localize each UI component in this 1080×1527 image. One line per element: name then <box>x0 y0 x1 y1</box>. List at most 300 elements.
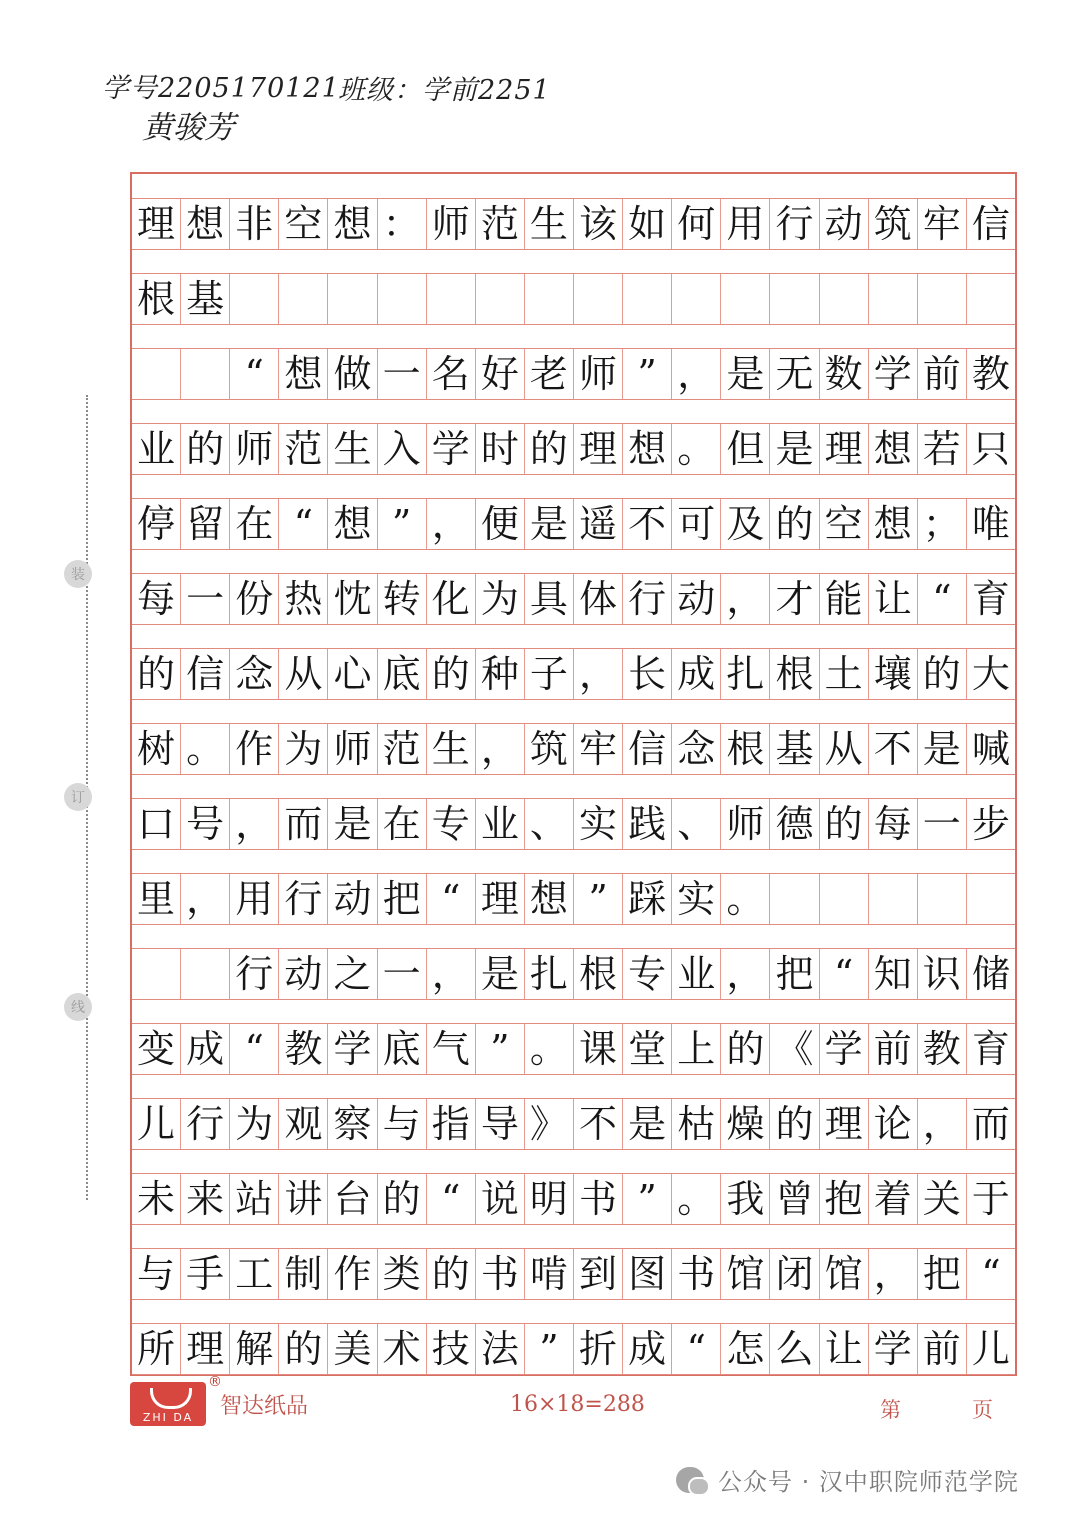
grid-row <box>132 873 1015 925</box>
grid-row <box>132 948 1015 1000</box>
grid-cell: 师 <box>574 349 623 399</box>
grid-cell: 识 <box>918 949 967 999</box>
grid-cell: 体 <box>574 574 623 624</box>
grid-cell: 好 <box>476 349 525 399</box>
grid-row <box>132 573 1015 625</box>
grid-cell: ” <box>476 1024 525 1074</box>
grid-cell: 儿 <box>132 1099 181 1149</box>
grid-cell: 行 <box>279 874 328 924</box>
grid-cell: 前 <box>869 1024 918 1074</box>
grid-cell: 育 <box>971 577 1010 621</box>
grid-cell: 课 <box>574 1024 623 1074</box>
grid-cell: 技 <box>427 1324 476 1374</box>
grid-cell: ， <box>181 874 230 924</box>
grid-cell: 扎 <box>721 649 770 699</box>
grid-cell: 美 <box>328 1324 377 1374</box>
grid-row <box>132 348 1015 400</box>
grid-cell: 生 <box>525 199 574 249</box>
grid-cell: 做 <box>328 349 377 399</box>
grid-cell: 不 <box>574 1099 623 1149</box>
grid-cell: 在 <box>230 499 279 549</box>
grid-cell: 空 <box>279 199 328 249</box>
grid-cell: 于 <box>971 1177 1010 1221</box>
grid-cell: 一 <box>918 799 967 849</box>
grid-cell: 号 <box>181 799 230 849</box>
grid-cell: 馆 <box>820 1249 869 1299</box>
grid-cell: 想 <box>181 199 230 249</box>
grid-cell: 么 <box>770 1324 819 1374</box>
grid-cell <box>869 874 918 924</box>
grid-cell: 。 <box>672 1174 721 1224</box>
grid-cell: 储 <box>971 952 1010 996</box>
grid-cell <box>574 274 623 324</box>
grid-cell: 的 <box>770 499 819 549</box>
grid-cell: 想 <box>328 499 377 549</box>
grid-cell: 学 <box>427 424 476 474</box>
grid-cell: “ <box>279 499 328 549</box>
grid-cell: 的 <box>427 1249 476 1299</box>
grid-cell: 为 <box>230 1099 279 1149</box>
grid-cell: 行 <box>623 574 672 624</box>
grid-cell: “ <box>981 1252 1001 1296</box>
grid-cell: 每 <box>132 574 181 624</box>
grid-cell: 台 <box>328 1174 377 1224</box>
grid-cell: 理 <box>574 424 623 474</box>
grid-cell: 是 <box>328 799 377 849</box>
grid-cell: ， <box>230 799 279 849</box>
grid-cell: 才 <box>770 574 819 624</box>
grid-cell: 术 <box>378 1324 427 1374</box>
grid-cell: 是 <box>525 499 574 549</box>
grid-cell: 所 <box>132 1324 181 1374</box>
grid-cell: 法 <box>476 1324 525 1374</box>
grid-cell: 教 <box>279 1024 328 1074</box>
grid-cell: 工 <box>230 1249 279 1299</box>
grid-cell: ， <box>721 949 770 999</box>
grid-cell: 念 <box>672 724 721 774</box>
grid-cell: 类 <box>378 1249 427 1299</box>
grid-cell: 生 <box>328 424 377 474</box>
grid-cell: 想 <box>525 874 574 924</box>
grid-cell: 。 <box>181 724 230 774</box>
grid-cell: 燥 <box>721 1099 770 1149</box>
grid-cell: 让 <box>820 1324 869 1374</box>
grid-cell: 的 <box>132 649 181 699</box>
grid-cell: 站 <box>230 1174 279 1224</box>
grid-cell: 、 <box>672 799 721 849</box>
grid-cell: 专 <box>623 949 672 999</box>
grid-cell <box>427 274 476 324</box>
student-id: 学号2205170121 <box>102 73 340 104</box>
grid-cell: 怎 <box>721 1324 770 1374</box>
grid-cell: 为 <box>279 724 328 774</box>
grid-cell: ， <box>672 349 721 399</box>
registered-mark: ® <box>208 1374 222 1390</box>
grid-cell: 儿 <box>971 1327 1010 1371</box>
grid-cell: 关 <box>918 1174 967 1224</box>
grid-cell: 师 <box>328 724 377 774</box>
grid-cell: 与 <box>378 1099 427 1149</box>
grid-cell: 用 <box>721 199 770 249</box>
grid-cell: 成 <box>672 649 721 699</box>
grid-cell: “ <box>820 949 869 999</box>
grid-cell: 把 <box>378 874 427 924</box>
grid-cell: 实 <box>574 799 623 849</box>
brand-logo-text: ZHI DA <box>142 1411 194 1424</box>
grid-cell <box>181 349 230 399</box>
grid-cell: ” <box>525 1324 574 1374</box>
grid-cell: 动 <box>820 199 869 249</box>
grid-cell: 抱 <box>820 1174 869 1224</box>
grid-cell: 把 <box>918 1249 967 1299</box>
grid-cell: 根 <box>721 724 770 774</box>
grid-cell: 如 <box>623 199 672 249</box>
grid-cell: ， <box>918 1099 967 1149</box>
grid-cell <box>279 274 328 324</box>
grid-cell: 教 <box>971 352 1010 396</box>
grid-cell: 大 <box>971 652 1010 696</box>
binding-mark: 线 <box>64 993 92 1021</box>
grid-cell: 理 <box>820 1099 869 1149</box>
grid-cell: 解 <box>230 1324 279 1374</box>
grid-cell: 信 <box>181 649 230 699</box>
grid-cell: 停 <box>132 499 181 549</box>
grid-cell: 动 <box>328 874 377 924</box>
grid-cell: 着 <box>869 1174 918 1224</box>
grid-cell: 书 <box>574 1174 623 1224</box>
grid-row <box>132 648 1015 700</box>
grid-cell: 想 <box>279 349 328 399</box>
grid-cell: 。 <box>672 424 721 474</box>
grid-cell: 枯 <box>672 1099 721 1149</box>
grid-cell: ， <box>721 574 770 624</box>
grid-cell: 非 <box>230 199 279 249</box>
grid-cell: 我 <box>721 1174 770 1224</box>
grid-row <box>132 498 1015 550</box>
grid-cell: 上 <box>672 1024 721 1074</box>
grid-cell: 筑 <box>525 724 574 774</box>
grid-row <box>132 198 1015 250</box>
grid-cell: 。 <box>721 874 770 924</box>
grid-cell <box>918 274 967 324</box>
grid-cell: 扎 <box>525 949 574 999</box>
grid-cell: 的 <box>820 799 869 849</box>
grid-cell: 》 <box>525 1099 574 1149</box>
grid-cell: 到 <box>574 1249 623 1299</box>
grid-cell: 可 <box>672 499 721 549</box>
grid-cell: 书 <box>672 1249 721 1299</box>
grid-cell: ： <box>378 199 427 249</box>
grid-row <box>132 1248 1015 1300</box>
grid-cell <box>820 874 869 924</box>
grid-row <box>132 798 1015 850</box>
grid-cell: 的 <box>378 1174 427 1224</box>
grid-cell: 念 <box>230 649 279 699</box>
grid-cell: 树 <box>132 724 181 774</box>
grid-cell: 时 <box>476 424 525 474</box>
grid-cell: ， <box>427 949 476 999</box>
grid-cell: 转 <box>378 574 427 624</box>
grid-cell: 根 <box>132 274 181 324</box>
grid-cell <box>525 274 574 324</box>
grid-cell: 理 <box>820 424 869 474</box>
grid-cell: 土 <box>820 649 869 699</box>
grid-spec: 16×18=288 <box>510 1392 645 1417</box>
grid-cell: 喊 <box>971 727 1010 771</box>
grid-cell: 实 <box>672 874 721 924</box>
grid-cell: 作 <box>230 724 279 774</box>
grid-cell: 行 <box>230 949 279 999</box>
grid-cell: ” <box>574 874 623 924</box>
grid-cell: 口 <box>132 799 181 849</box>
grid-cell: 名 <box>427 349 476 399</box>
grid-cell: 留 <box>181 499 230 549</box>
grid-cell: 手 <box>181 1249 230 1299</box>
grid-cell: 、 <box>525 799 574 849</box>
grid-cell <box>967 874 1015 924</box>
grid-cell: 成 <box>181 1024 230 1074</box>
grid-cell: 行 <box>181 1099 230 1149</box>
grid-cell: 专 <box>427 799 476 849</box>
grid-cell: 不 <box>623 499 672 549</box>
grid-cell <box>967 274 1015 324</box>
grid-cell: ， <box>869 1249 918 1299</box>
grid-cell: 馆 <box>721 1249 770 1299</box>
grid-cell: 便 <box>476 499 525 549</box>
grid-cell: 是 <box>476 949 525 999</box>
grid-cell: 学 <box>820 1024 869 1074</box>
grid-cell: 行 <box>770 199 819 249</box>
grid-cell: 一 <box>378 349 427 399</box>
grid-cell: 制 <box>279 1249 328 1299</box>
grid-cell: 生 <box>427 724 476 774</box>
grid-row <box>132 1323 1015 1375</box>
grid-cell: 老 <box>525 349 574 399</box>
grid-cell: 从 <box>279 649 328 699</box>
grid-cell: 子 <box>525 649 574 699</box>
grid-cell: ， <box>574 649 623 699</box>
grid-cell: 唯 <box>971 502 1010 546</box>
grid-cell: 步 <box>971 802 1010 846</box>
grid-cell: 践 <box>623 799 672 849</box>
grid-cell: 前 <box>918 349 967 399</box>
grid-cell: ， <box>476 724 525 774</box>
grid-paper <box>130 172 1017 1376</box>
binding-mark: 装 <box>64 560 92 588</box>
grid-cell: 与 <box>132 1249 181 1299</box>
grid-cell: 是 <box>721 349 770 399</box>
grid-cell <box>721 274 770 324</box>
grid-cell: “ <box>230 1024 279 1074</box>
grid-cell: 理 <box>132 199 181 249</box>
grid-cell: 信 <box>623 724 672 774</box>
grid-cell: 作 <box>328 1249 377 1299</box>
grid-cell: 之 <box>328 949 377 999</box>
grid-cell: 想 <box>328 199 377 249</box>
grid-cell: 曾 <box>770 1174 819 1224</box>
grid-cell: “ <box>230 349 279 399</box>
grid-cell: 让 <box>869 574 918 624</box>
grid-cell: 察 <box>328 1099 377 1149</box>
grid-cell: 想 <box>869 424 918 474</box>
grid-cell: 忱 <box>328 574 377 624</box>
page-label-suffix: 页 <box>972 1398 993 1422</box>
grid-cell: 未 <box>132 1174 181 1224</box>
grid-cell: 气 <box>427 1024 476 1074</box>
grid-cell <box>770 874 819 924</box>
grid-cell <box>918 874 967 924</box>
grid-cell: ” <box>623 349 672 399</box>
wechat-account-text: 公众号 · 汉中职院师范学院 <box>718 1468 1019 1496</box>
grid-cell: 前 <box>918 1324 967 1374</box>
grid-cell: 一 <box>378 949 427 999</box>
grid-cell: 的 <box>427 649 476 699</box>
grid-cell: 一 <box>181 574 230 624</box>
grid-cell: 何 <box>672 199 721 249</box>
grid-cell: ” <box>623 1174 672 1224</box>
binding-mark: 订 <box>64 783 92 811</box>
grid-cell: 是 <box>770 424 819 474</box>
grid-cell: 只 <box>971 427 1010 471</box>
grid-cell: 及 <box>721 499 770 549</box>
grid-cell: 书 <box>476 1249 525 1299</box>
grid-cell: 导 <box>476 1099 525 1149</box>
grid-cell: 理 <box>476 874 525 924</box>
grid-row <box>132 273 1015 325</box>
grid-cell: 想 <box>869 499 918 549</box>
grid-cell: 业 <box>476 799 525 849</box>
brand <box>130 1374 309 1426</box>
grid-cell: 空 <box>820 499 869 549</box>
grid-cell: “ <box>918 574 967 624</box>
grid-cell: 信 <box>971 202 1010 246</box>
grid-cell: “ <box>672 1324 721 1374</box>
grid-cell: 数 <box>820 349 869 399</box>
grid-cell <box>378 274 427 324</box>
grid-cell: 范 <box>279 424 328 474</box>
grid-cell: 而 <box>971 1102 1010 1146</box>
grid-cell <box>623 274 672 324</box>
grid-cell: 指 <box>427 1099 476 1149</box>
grid-cell: 该 <box>574 199 623 249</box>
grid-cell: “ <box>427 1174 476 1224</box>
grid-cell: 。 <box>525 1024 574 1074</box>
grid-cell: 遥 <box>574 499 623 549</box>
grid-row <box>132 1023 1015 1075</box>
grid-cell: 师 <box>427 199 476 249</box>
grid-cell: 是 <box>918 724 967 774</box>
grid-cell: 来 <box>181 1174 230 1224</box>
grid-cell: 能 <box>820 574 869 624</box>
brand-name: 智达纸品 <box>220 1393 309 1419</box>
grid-cell: 根 <box>770 649 819 699</box>
grid-cell: 知 <box>869 949 918 999</box>
grid-cell: 是 <box>623 1099 672 1149</box>
grid-cell: 根 <box>574 949 623 999</box>
brand-logo <box>130 1374 222 1426</box>
grid-cell: 业 <box>132 424 181 474</box>
grid-cell: 每 <box>869 799 918 849</box>
grid-cell <box>770 274 819 324</box>
grid-cell <box>476 274 525 324</box>
grid-cell: 若 <box>918 424 967 474</box>
grid-cell <box>181 949 230 999</box>
grid-cell: 入 <box>378 424 427 474</box>
grid-cell: 师 <box>230 424 279 474</box>
grid-row <box>132 1098 1015 1150</box>
grid-cell: 的 <box>721 1024 770 1074</box>
grid-cell: 说 <box>476 1174 525 1224</box>
page-label-prefix: 第 <box>880 1398 901 1422</box>
grid-cell: 把 <box>770 949 819 999</box>
grid-cell: 筑 <box>869 199 918 249</box>
grid-cell: 种 <box>476 649 525 699</box>
grid-cell: 想 <box>623 424 672 474</box>
grid-cell: 论 <box>869 1099 918 1149</box>
grid-cell: 师 <box>721 799 770 849</box>
grid-cell: 学 <box>328 1024 377 1074</box>
grid-cell: 但 <box>721 424 770 474</box>
grid-cell: 牢 <box>574 724 623 774</box>
grid-cell <box>869 274 918 324</box>
grid-cell: 动 <box>279 949 328 999</box>
grid-cell: 的 <box>770 1099 819 1149</box>
grid-cell: 育 <box>971 1027 1010 1071</box>
grid-cell: 动 <box>672 574 721 624</box>
grid-cell: 明 <box>525 1174 574 1224</box>
grid-cell: 的 <box>279 1324 328 1374</box>
grid-cell: 化 <box>427 574 476 624</box>
grid-cell: 基 <box>770 724 819 774</box>
grid-cell: 的 <box>525 424 574 474</box>
grid-cell <box>230 274 279 324</box>
grid-cell <box>328 274 377 324</box>
grid-cell: 学 <box>869 1324 918 1374</box>
grid-cell: 业 <box>672 949 721 999</box>
grid-cell: 热 <box>279 574 328 624</box>
grid-cell <box>672 274 721 324</box>
grid-row <box>132 1173 1015 1225</box>
grid-cell: 闭 <box>770 1249 819 1299</box>
wechat-watermark <box>676 1462 1019 1497</box>
grid-cell: 范 <box>476 199 525 249</box>
class-info: 班级：学前2251 <box>338 75 551 106</box>
grid-row <box>132 723 1015 775</box>
grid-cell: 讲 <box>279 1174 328 1224</box>
grid-cell: 在 <box>378 799 427 849</box>
grid-cell <box>132 949 181 999</box>
grid-cell: 而 <box>279 799 328 849</box>
grid-cell: ； <box>918 499 967 549</box>
grid-cell: 牢 <box>918 199 967 249</box>
wechat-icon <box>676 1467 704 1493</box>
grid-cell: “ <box>427 874 476 924</box>
grid-cell: 学 <box>869 349 918 399</box>
grid-cell: 壤 <box>869 649 918 699</box>
grid-cell: 变 <box>132 1024 181 1074</box>
grid-cell: 的 <box>918 649 967 699</box>
grid-cell: 成 <box>623 1324 672 1374</box>
grid-cell: 范 <box>378 724 427 774</box>
grid-cell: 基 <box>181 274 230 324</box>
grid-cell: 折 <box>574 1324 623 1374</box>
grid-cell: 啃 <box>525 1249 574 1299</box>
grid-cell: 理 <box>181 1324 230 1374</box>
grid-cell: 无 <box>770 349 819 399</box>
grid-cell: 里 <box>132 874 181 924</box>
grid-cell: 堂 <box>623 1024 672 1074</box>
grid-row <box>132 423 1015 475</box>
